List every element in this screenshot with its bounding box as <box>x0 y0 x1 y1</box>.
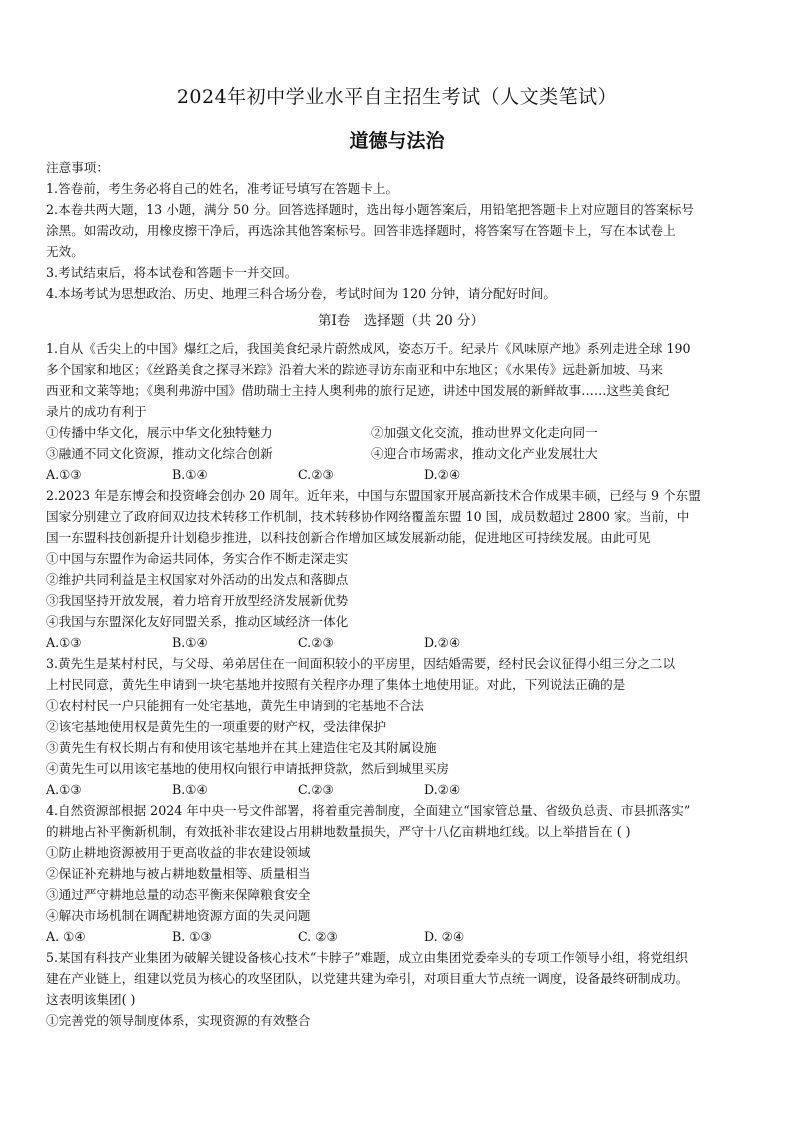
q3-statement-1: ①农村村民一户只能拥有一处宅基地，黄先生申请到的宅基地不合法 <box>46 698 424 713</box>
q5-stem-line-2: 建在产业链上，组建以党员为核心的攻坚团队，以党建共建为牵引，对项目重大节点统一调度，设备最终研制成功。 <box>46 971 689 986</box>
q1-statement-4: ④迎合市场需求，推动文化产业发展壮大 <box>371 446 598 461</box>
q2-choice-c: C.②③ <box>298 635 334 650</box>
q3-statement-4: ④黄先生可以用该宅基地的使用权向银行申请抵押贷款，然后到城里买房 <box>46 761 449 776</box>
q1-statements-row-1 <box>46 422 756 443</box>
q3-choice-d: D.②④ <box>424 782 461 797</box>
q3-stem-line-1: 3.黄先生是某村村民，与父母、弟弟居住在一间面积较小的平房里，因结婚需要，经村民会议征得小组三分之二以 <box>46 656 676 671</box>
q4-choice-c: C. ②③ <box>298 929 338 944</box>
q1-stem-line-1: 1.自从《舌尖上的中国》爆红之后，我国美食纪录片蔚然成风，姿态万千。纪录片《风味原产地》系列走进全球 190 <box>46 341 691 356</box>
q2-stem-line-1: 2.2023 年是东博会和投资峰会创办 20 周年。近年来，中国与东盟国家开展高新技术合作成果丰硕，已经与 9 个东盟 <box>46 488 701 503</box>
q3-choices <box>46 779 756 800</box>
q5-statement-1: ①完善党的领导制度体系，实现资源的有效整合 <box>46 1013 311 1028</box>
q1-statement-1: ①传播中华文化，展示中华文化独特魅力 <box>46 425 273 440</box>
q4-statement-4: ④解决市场机制在调配耕地资源方面的失灵问题 <box>46 908 311 923</box>
q2-choice-d: D.②④ <box>424 635 461 650</box>
q5-stem-line-1: 5.某国有科技产业集团为破解关键设备核心技术“卡脖子”难题，成立由集团党委牵头的专项工作领导小组，将党组织 <box>46 950 688 965</box>
q4-stem-line-2: 的耕地占补平衡新机制，有效抵补非农建设占用耕地数量损失，严守十八亿亩耕地红线。以上举措旨在 ( ) <box>46 824 631 839</box>
q3-statement-3: ③黄先生有权长期占有和使用该宅基地并在其上建造住宅及其附属设施 <box>46 740 437 755</box>
q4-choices <box>46 926 756 947</box>
q4-choice-a: A. ①④ <box>46 929 86 944</box>
exam-title: 2024年初中学业水平自主招生考试（人文类笔试） <box>176 86 618 108</box>
notice-item-4: 4.本场考试为思想政治、历史、地理三科合场分卷，考试时间为 120 分钟，请分配好时间。 <box>46 286 557 301</box>
notice-item-2-line-3: 无效。 <box>46 244 84 259</box>
subject-title: 道德与法治 <box>349 130 445 152</box>
q2-choice-a: A.①③ <box>46 635 82 650</box>
notice-item-3: 3.考试结束后，将本试卷和答题卡一并交回。 <box>46 265 298 280</box>
q2-statement-2: ②维护共同利益是主权国家对外活动的出发点和落脚点 <box>46 572 349 587</box>
q1-stem-line-4: 录片的成功有利于 <box>46 404 147 419</box>
q1-choice-c: C.②③ <box>298 467 334 482</box>
q4-statement-3: ③通过严守耕地总量的动态平衡来保障粮食安全 <box>46 887 311 902</box>
q1-statement-3: ③融通不同文化资源，推动文化综合创新 <box>46 446 273 461</box>
q1-statement-2: ②加强文化交流，推动世界文化走向同一 <box>371 425 598 440</box>
q4-choice-d: D. ②④ <box>424 929 465 944</box>
q3-choice-c: C.②③ <box>298 782 334 797</box>
q1-stem-line-2: 多个国家和地区；《丝路美食之探寻米踪》沿着大米的踪迹寻访东南亚和中东地区；《水果传》远赴新加坡、马来 <box>46 362 664 377</box>
notice-item-2-line-2: 涂黑。如需改动，用橡皮擦干净后，再选涂其他答案标号。回答非选择题时，将答案写在答题卡上，写在本试卷上 <box>46 223 676 238</box>
notice-heading: 注意事项： <box>46 160 109 175</box>
q2-stem-line-3: 国一东盟科技创新提升计划稳步推进，以科技创新合作增加区域发展新动能，促进地区可持续发展。由此可见 <box>46 530 651 545</box>
q2-choices <box>46 632 756 653</box>
notice-item-1: 1.答卷前，考生务必将自己的姓名，准考证号填写在答题卡上。 <box>46 181 399 196</box>
q3-choice-b: B.①④ <box>172 782 208 797</box>
q1-choices <box>46 464 756 485</box>
q1-choice-b: B.①④ <box>172 467 208 482</box>
q1-choice-d: D.②④ <box>424 467 461 482</box>
notice-item-2-line-1: 2.本卷共两大题，13 小题，满分 50 分。回答选择题时，选出每小题答案后，用铅笔把答题卡上对应题目的答案标号 <box>46 202 694 217</box>
q4-choice-b: B. ①③ <box>172 929 212 944</box>
q2-choice-b: B.①④ <box>172 635 208 650</box>
q2-stem-line-2: 国家分别建立了政府间双边技术转移工作机制，技术转移协作网络覆盖东盟 10 国，成员数超过 2800 家。当前，中 <box>46 509 690 524</box>
q2-statement-1: ①中国与东盟作为命运共同体，务实合作不断走深走实 <box>46 551 349 566</box>
q2-statement-4: ④我国与东盟深化友好同盟关系，推动区域经济一体化 <box>46 614 349 629</box>
section-title: 第Ⅰ卷 选择题（共 20 分） <box>317 313 485 329</box>
q3-choice-a: A.①③ <box>46 782 82 797</box>
q3-statement-2: ②该宅基地使用权是黄先生的一项重要的财产权，受法律保护 <box>46 719 387 734</box>
exam-content <box>46 157 756 1031</box>
q1-choice-a: A.①③ <box>46 467 82 482</box>
q1-stem-line-3: 西亚和文莱等地；《奥利弗游中国》借助瑞士主持人奥利弗的旅行足迹，讲述中国发展的新鲜故事……这些美食纪 <box>46 383 670 398</box>
q5-stem-line-3: 这表明该集团( ) <box>46 992 136 1007</box>
q1-statements-row-2 <box>46 443 756 464</box>
q4-statement-2: ②保证补充耕地与被占耕地数量相等、质量相当 <box>46 866 311 881</box>
q4-statement-1: ①防止耕地资源被用于更高收益的非农建设领域 <box>46 845 311 860</box>
q3-stem-line-2: 上村民同意，黄先生申请到一块宅基地并按照有关程序办理了集体土地使用证。对此，下列说法正确的是 <box>46 677 626 692</box>
q2-statement-3: ③我国坚持开放发展，着力培育开放型经济发展新优势 <box>46 593 349 608</box>
q4-stem-line-1: 4.自然资源部根据 2024 年中央一号文件部署，将着重完善制度，全面建立“国家管总量、省级负总责、市县抓落实” <box>46 803 691 818</box>
